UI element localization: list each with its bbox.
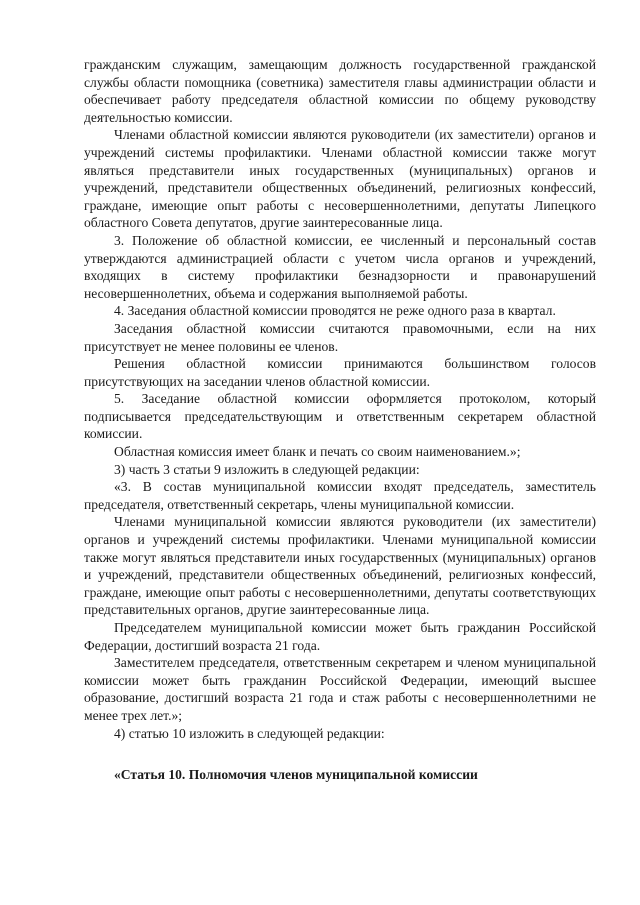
- paragraph-14: 4) статью 10 изложить в следующей редакции:: [114, 725, 385, 741]
- paragraph-4: 4. Заседания областной комиссии проводятся не реже одного раза в квартал.: [114, 303, 556, 319]
- paragraph-1: гражданским служащим, замещающим должность государственной гражданской службы области помощника (советника) заместителя главы администрации области и обеспечивает работу председателя областной комиссии по общему руководству деятельностью комиссии.: [84, 57, 596, 125]
- paragraph-7: 5. Заседание областной комиссии оформляется протоколом, который подписывается председательствующим и ответственным секретарем областной комиссии.: [84, 391, 596, 442]
- paragraph-10: «3. В состав муниципальной комиссии входят председатель, заместитель председателя, ответственный секретарь, члены муниципальной комиссии.: [84, 479, 596, 512]
- paragraph-2: Членами областной комиссии являются руководители (их заместители) органов и учреждений системы профилактики. Членами областной комиссии также могут являться представители иных государственных (муниципальных) органов и учреждений, представители общественных объединений, религиозных конфессий, граждане, имеющие опыт работы с несовершеннолетними, депутаты Липецкого областного Совета депутатов, другие заинтересованные лица.: [84, 127, 596, 231]
- document-page: [84, 56, 596, 784]
- paragraph-11: Членами муниципальной комиссии являются руководители (их заместители) органов и учреждений системы профилактики. Членами муниципальной комиссии также могут являться представители иных государственных (муниципальных) органов и учреждений, представители общественных объединений, религиозных конфессий, граждане, имеющие опыт работы с несовершеннолетними, депутаты соответствующих представительных органов, другие заинтересованные лица.: [84, 514, 596, 618]
- paragraph-8: Областная комиссия имеет бланк и печать со своим наименованием.»;: [114, 444, 521, 460]
- paragraph-6: Решения областной комиссии принимаются большинством голосов присутствующих на заседании членов областной комиссии.: [84, 356, 596, 389]
- paragraph-12: Председателем муниципальной комиссии может быть гражданин Российской Федерации, достигший возраста 21 года.: [84, 620, 596, 653]
- paragraph-3: 3. Положение об областной комиссии, ее численный и персональный состав утверждаются администрацией области с учетом числа органов и учреждений, входящих в систему профилактики безнадзорности и правонарушений несовершеннолетних, объема и содержания выполняемой работы.: [84, 232, 596, 301]
- paragraph-9: 3) часть 3 статьи 9 изложить в следующей редакции:: [114, 461, 420, 477]
- paragraph-5: Заседания областной комиссии считаются правомочными, если на них присутствует не менее половины ее членов.: [84, 320, 596, 354]
- article-heading: «Статья 10. Полномочия членов муниципальной комиссии: [114, 767, 478, 783]
- paragraph-13: Заместителем председателя, ответственным секретарем и членом муниципальной комиссии может быть гражданин Российской Федерации, имеющий высшее образование, достигший возраста 21 года и стаж работы с несовершеннолетними не менее трех лет.»;: [84, 655, 596, 723]
